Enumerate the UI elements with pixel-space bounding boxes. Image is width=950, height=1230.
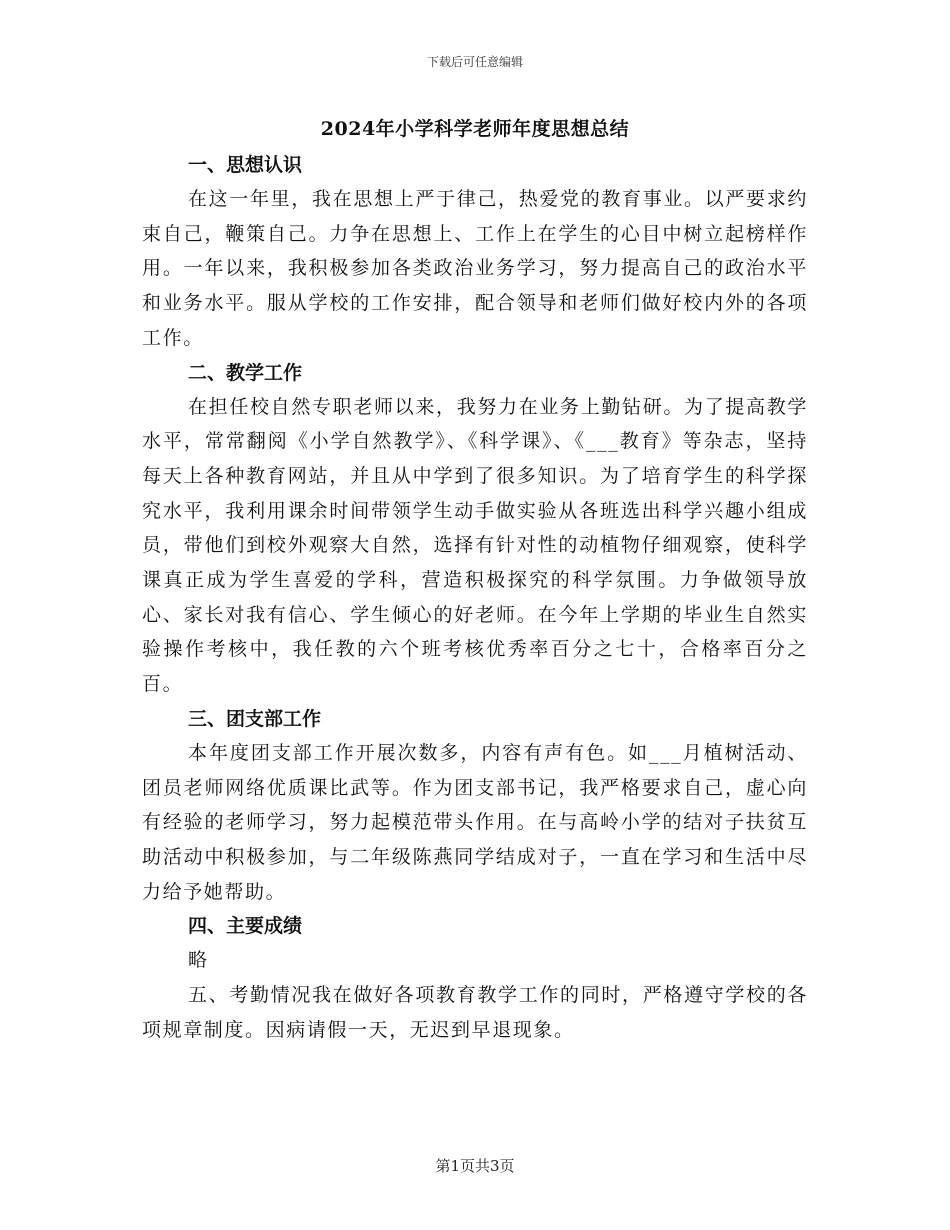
- paragraph: 五、考勤情况我在做好各项教育教学工作的同时，严格遵守学校的各项规章制度。因病请假一天，无迟到早退现象。: [142, 984, 808, 1041]
- paragraph: 在担任校自然专职老师以来，我努力在业务上勤钻研。为了提高教学水平，常常翻阅《小学自然教学》、《科学课》、《___教育》等杂志，坚持每天上各种教育网站，并且从中学到了很多知识。为了培育学生的科学探究水平，我利用课余时间带领学生动手做实验从各班选出科学兴趣小组成员，带他们到校外观察大自然，选择有针对性的动植物仔细观察，使科学课真正成为学生喜爱的学科，营造积极探究的科学氛围。力争做领导放心、家长对我有信心、学生倾心的好老师。在今年上学期的毕业生自然实验操作考核中，我任教的六个班考核优秀率百分之七十，合格率百分之百。: [142, 395, 808, 696]
- section-youth-league: [142, 702, 808, 910]
- page-footer: 第1页共3页: [435, 1157, 515, 1175]
- section-heading: 三、团支部工作: [188, 707, 322, 730]
- section-thought: [142, 148, 808, 356]
- section-teaching: [142, 356, 808, 702]
- paragraph: 在这一年里，我在思想上严于律己，热爱党的教育事业。以严要求约束自己，鞭策自己。力争在思想上、工作上在学生的心目中树立起榜样作用。一年以来，我积极参加各类政治业务学习，努力提高自己的政治水平和业务水平。服从学校的工作安排，配合领导和老师们做好校内外的各项工作。: [142, 188, 808, 349]
- section-heading: 四、主要成绩: [188, 915, 303, 938]
- section-heading: 二、教学工作: [188, 361, 303, 384]
- paragraph: 略: [188, 949, 209, 972]
- document-title: 2024年小学科学老师年度思想总结: [320, 118, 630, 140]
- section-achievements: [142, 909, 808, 1047]
- header-note: 下载后可任意编辑: [426, 55, 523, 69]
- paragraph: 本年度团支部工作开展次数多，内容有声有色。如___月植树活动、团员老师网络优质课比武等。作为团支部书记，我严格要求自己，虚心向有经验的老师学习，努力起模范带头作用。在与高岭小学的结对子扶贫互助活动中积极参加，与二年级陈燕同学结成对子，一直在学习和生活中尽力给予她帮助。: [142, 741, 808, 903]
- section-heading: 一、思想认识: [188, 154, 303, 176]
- document-body: [142, 148, 808, 1047]
